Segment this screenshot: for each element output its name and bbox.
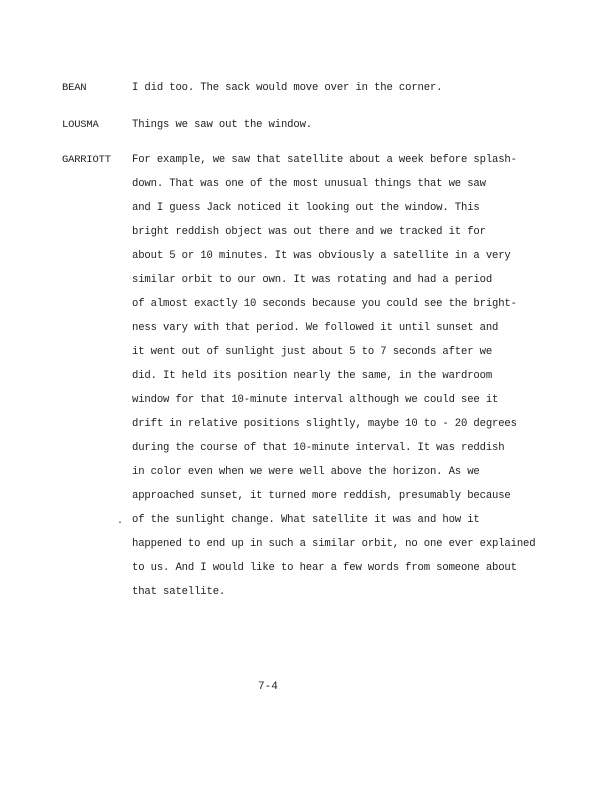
speech-line: approached sunset, it turned more reddish, presumably because [132,490,511,502]
speech-line: of the sunlight change. What satellite it was and how it [132,514,480,526]
speech-line: drift in relative positions slightly, maybe 10 to - 20 degrees [132,418,517,430]
speech-line: similar orbit to our own. It was rotating and had a period [132,274,493,286]
page-number: 7-4 [258,681,278,693]
speech-text [132,154,602,610]
speech-line: down. That was one of the most unusual things that we saw [132,178,486,190]
speech-line: did. It held its position nearly the same, in the wardroom [132,370,493,382]
speech-line: during the course of that 10-minute interval. It was reddish [132,442,505,454]
speaker-label: LOUSMA [62,119,99,131]
speech-line: happened to end up in such a similar orbit, no one ever explained [132,538,536,550]
speech-line: about 5 or 10 minutes. It was obviously a satellite in a very [132,250,511,262]
speech-line: of almost exactly 10 seconds because you could see the bright- [132,298,517,310]
speech-line: that satellite. [132,586,226,598]
speech-line: Things we saw out the window. [132,119,313,131]
speech-line: ness vary with that period. We followed it until sunset and [132,322,499,334]
speech-line: bright reddish object was out there and we tracked it for [132,226,486,238]
speech-text [132,82,602,106]
speech-line: window for that 10-minute interval although we could see it [132,394,499,406]
speech-line: in color even when we were well above the horizon. As we [132,466,480,478]
speech-line: it went out of sunlight just about 5 to 7 seconds after we [132,346,493,358]
speaker-label: GARRIOTT [62,154,111,166]
speech-line: to us. And I would like to hear a few words from someone about [132,562,517,574]
speech-text [132,119,602,143]
speech-line: For example, we saw that satellite about a week before splash- [132,154,517,166]
speech-line: and I guess Jack noticed it looking out the window. This [132,202,480,214]
speech-line: I did too. The sack would move over in the corner. [132,82,443,94]
speaker-label: BEAN [62,82,87,94]
stray-mark: . [117,516,124,527]
